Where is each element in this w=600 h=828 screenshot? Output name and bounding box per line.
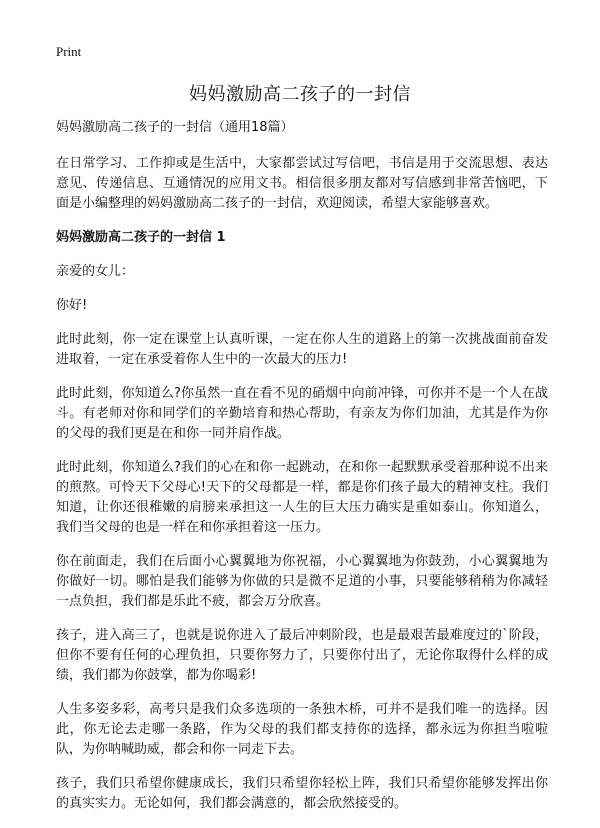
print-link[interactable]: Print [56, 44, 82, 59]
letter-paragraph: 孩子，进入高三了，也就是说你进入了最后冲刺阶段，也是最艰苦最难度过的`阶段，但你不要有任何的心理负担，只要你努力了，只要你付出了，无论你取得什么样的成绩，我们都为你鼓掌，都为你喝彩! [56, 628, 548, 683]
article-subtitle: 妈妈激励高二孩子的一封信（通用18篇） [56, 120, 294, 135]
letter-paragraph: 此时此刻，你一定在课堂上认真听课，一定在你人生的道路上的第一次挑战面前奋发进取着，一定在承受着你人生中的一次最大的压力! [56, 332, 548, 367]
intro-paragraph: 在日常学习、工作抑或是生活中，大家都尝试过写信吧，书信是用于交流思想、表达意见、传递信息、互通情况的应用文书。相信很多朋友都对写信感到非常苦恼吧，下面是小编整理的妈妈激励高二孩子的一封信，欢迎阅读，希望大家能够喜欢。 [56, 156, 548, 211]
section-heading: 妈妈激励高二孩子的一封信 1 [56, 230, 226, 245]
article-body [56, 118, 548, 828]
letter-paragraph: 人生多姿多彩，高考只是我们众多选项的一条独木桥，可并不是我们唯一的选择。因此，你无论去走哪一条路，作为父母的我们都支持你的选择，都永远为你担当啦啦队，为你呐喊助威，都会和你一同走下去。 [56, 702, 548, 757]
letter-paragraph: 此时此刻，你知道么?你虽然一直在看不见的硝烟中向前冲锋，可你并不是一个人在战斗。有老师对你和同学们的辛勤培育和热心帮助，有亲友为你们加油，尤其是作为你的父母的我们更是在和你一同并肩作战。 [56, 386, 548, 441]
letter-paragraph: 你在前面走，我们在后面小心翼翼地为你祝福，小心翼翼地为你鼓劲，小心翼翼地为你做好一切。哪怕是我们能够为你做的只是微不足道的小事，只要能够稍稍为你减轻一点负担，我们都是乐此不疲，都会万分欣喜。 [56, 554, 548, 609]
page-title: 妈妈激励高二孩子的一封信 [189, 84, 411, 105]
letter-paragraph: 此时此刻，你知道么?我们的心在和你一起跳动，在和你一起默默承受着那种说不出来的煎熬。可怜天下父母心!天下的父母都是一样，都是你们孩子最大的精神支柱。我们知道，让你还很稚嫩的肩膀来承担这一人生的巨大压力确实是重如泰山。你知道么，我们当父母的也是一样在和你承担着这一压力。 [56, 460, 548, 535]
greeting: 亲爱的女儿： [56, 264, 135, 279]
letter-paragraph: 孩子，我们只希望你健康成长，我们只希望你轻松上阵，我们只希望你能够发挥出你的真实实力。无论如何，我们都会满意的，都会欣然接受的。 [56, 776, 548, 811]
hello-line: 你好! [56, 298, 88, 313]
